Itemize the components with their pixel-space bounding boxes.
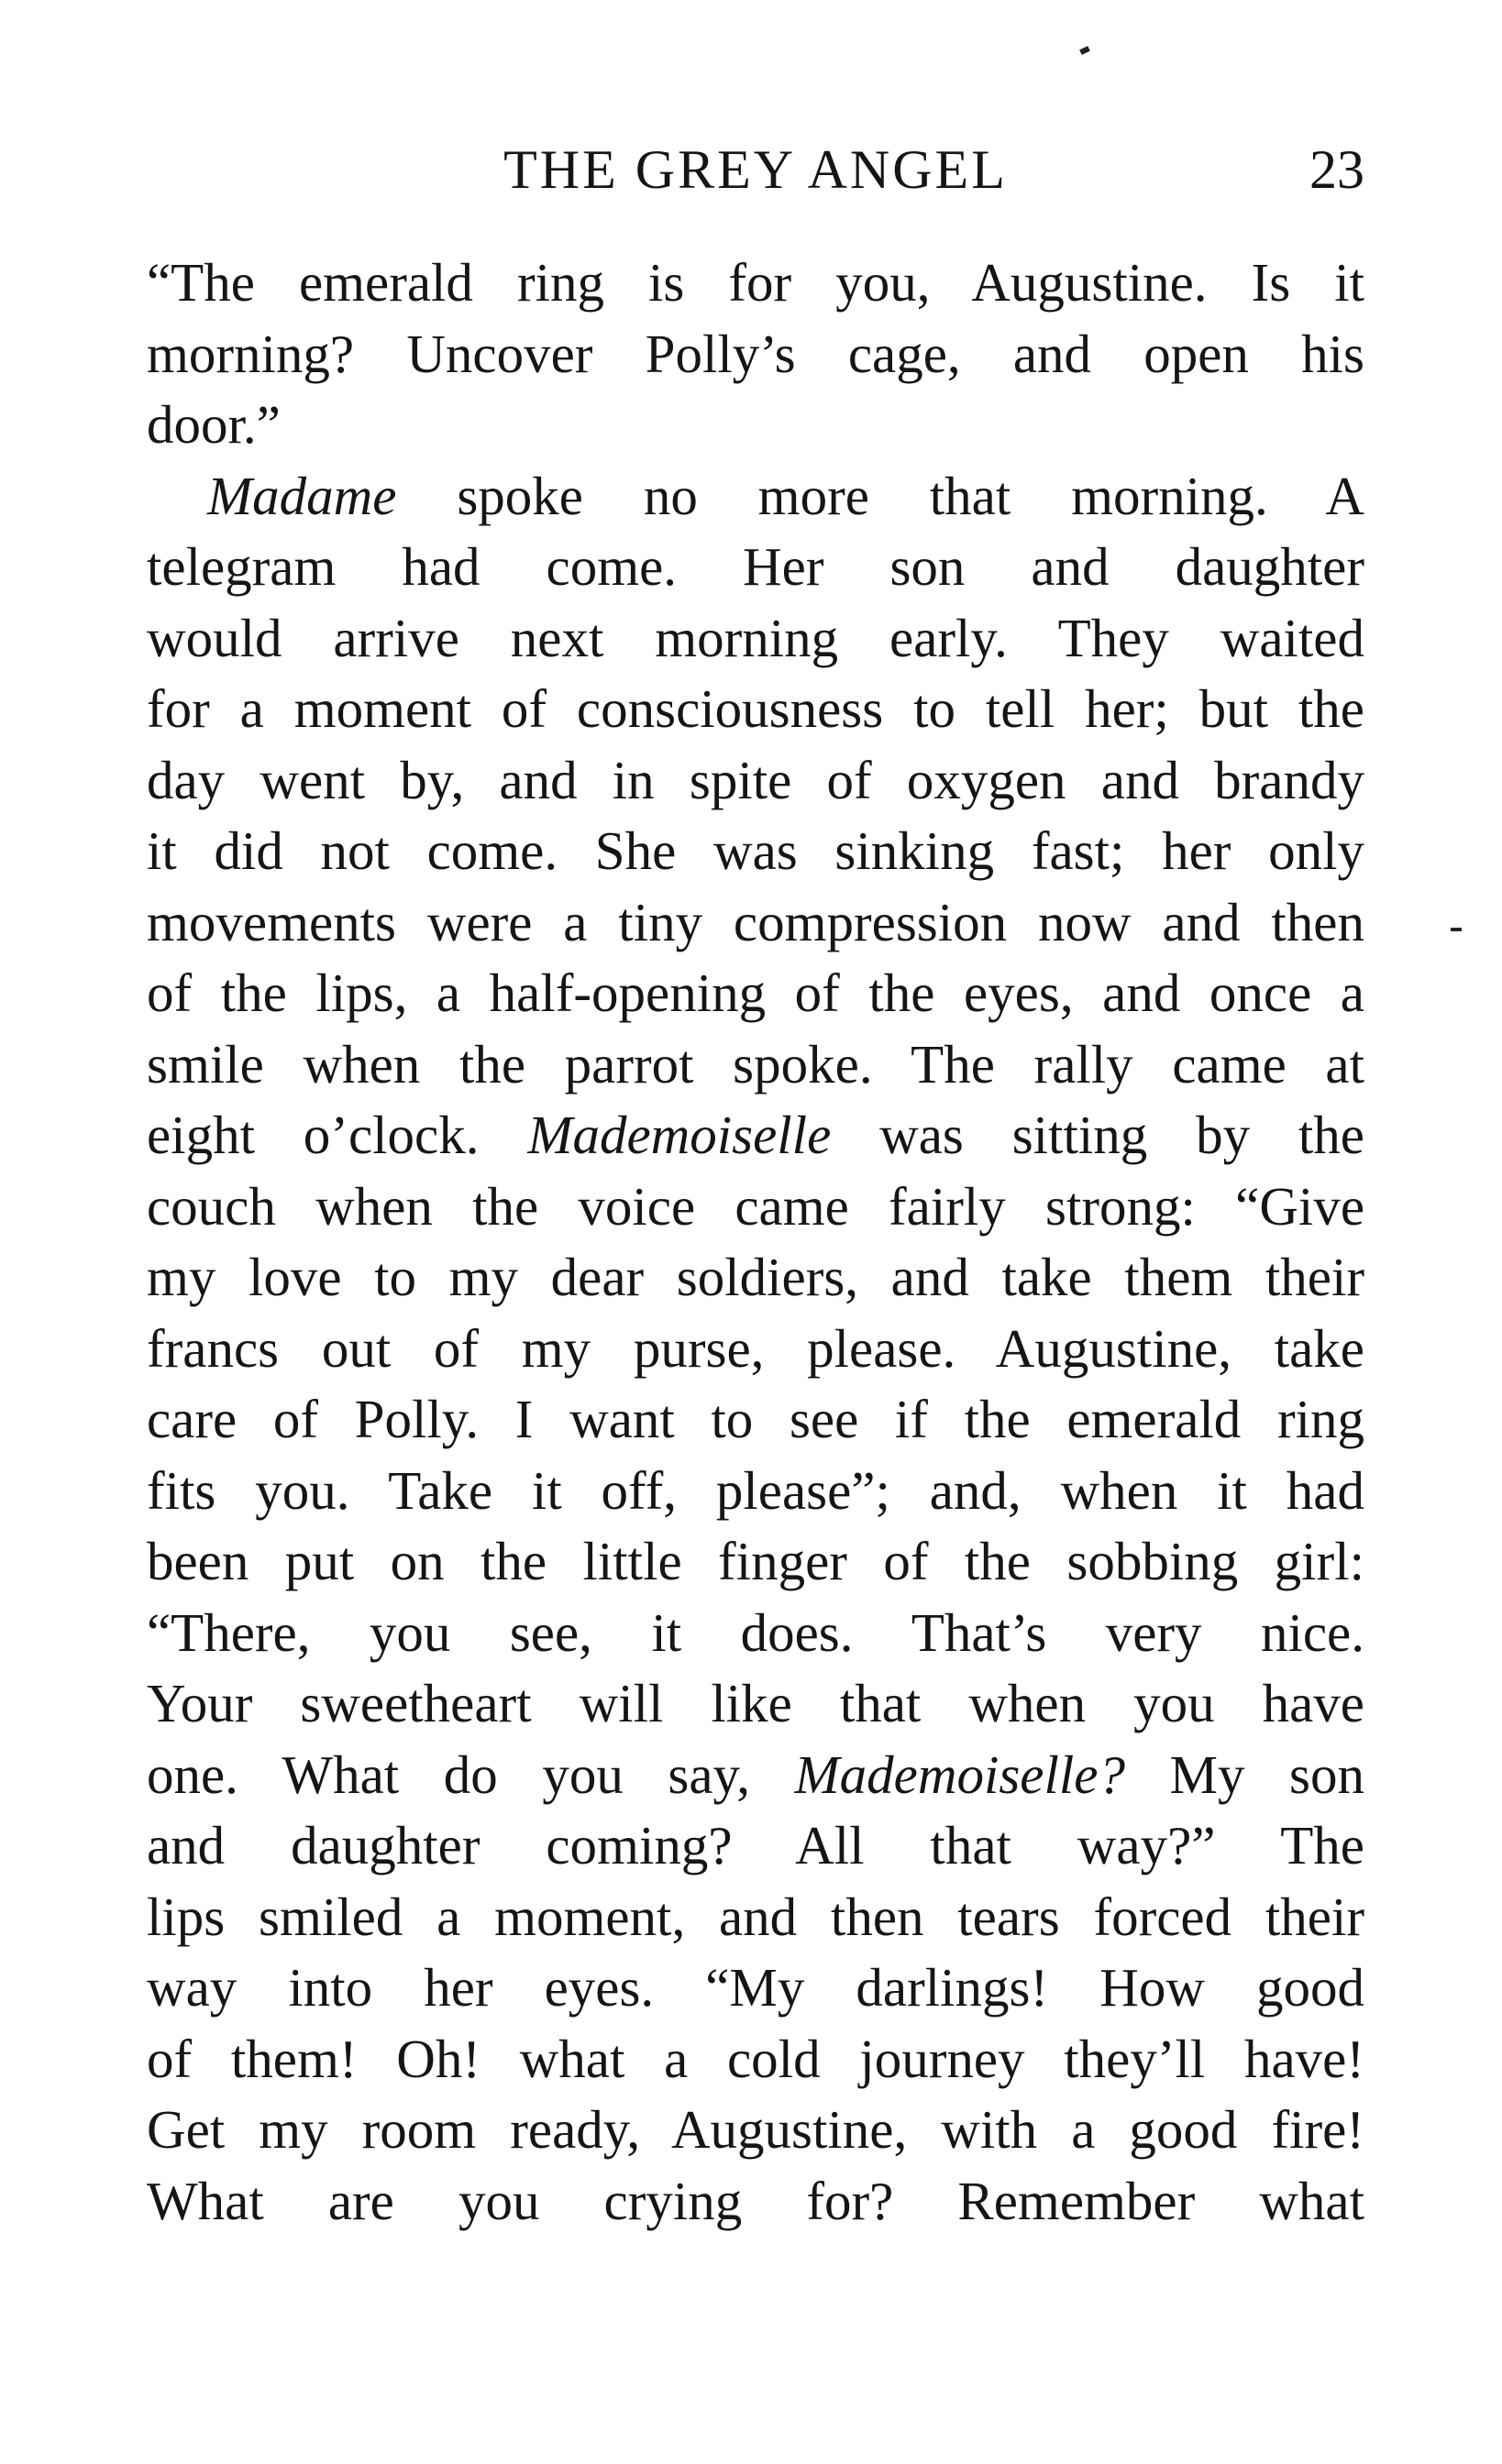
text-line: “The emerald ring is for you, Augustine. Is it	[147, 252, 1364, 313]
text-line: morning? Uncover Polly’s cage, and open his	[147, 323, 1364, 384]
text-line: would arrive next morning early. They waited	[147, 607, 1364, 668]
text-line: of them! Oh! what a cold journey they’ll have!	[147, 2028, 1364, 2089]
running-head	[147, 128, 1364, 211]
text-line: francs out of my purse, please. Augustine, take	[147, 1317, 1364, 1379]
text-line: my love to my dear soldiers, and take them their	[147, 1247, 1364, 1307]
italic-text: Mademoiselle	[527, 1105, 832, 1165]
text-line: Madame spoke no more that morning. A	[207, 465, 1364, 526]
text-line: been put on the little finger of the sobbing girl:	[147, 1531, 1364, 1591]
running-head-title: THE GREY ANGEL	[503, 139, 1008, 200]
text-line: it did not come. She was sinking fast; her only	[147, 820, 1364, 881]
page-number: 23	[1309, 139, 1364, 200]
text-line: and daughter coming? All that way?” The	[147, 1815, 1364, 1876]
text-line: eight o’clock. Mademoiselle was sitting by the	[147, 1105, 1364, 1165]
text-line: one. What do you say, Mademoiselle? My son	[147, 1744, 1364, 1805]
text-line: day went by, and in spite of oxygen and brandy	[147, 749, 1364, 810]
text-line: movements were a tiny compression now and then	[147, 891, 1364, 952]
text-line: What are you crying for? Remember what	[147, 2170, 1364, 2231]
italic-text: Madame	[207, 465, 397, 526]
text-line: couch when the voice came fairly strong: “Give	[147, 1175, 1364, 1237]
text-line: of the lips, a half-opening of the eyes, and once a	[147, 962, 1364, 1023]
text-line: for a moment of consciousness to tell her; but the	[147, 678, 1364, 739]
margin-mark	[1451, 928, 1462, 931]
text-line: “There, you see, it does. That’s very nice.	[147, 1601, 1364, 1663]
text-line: Get my room ready, Augustine, with a good fire!	[147, 2099, 1364, 2160]
text-line: fits you. Take it off, please”; and, when it had	[147, 1459, 1364, 1521]
text-line: door.”	[147, 394, 281, 455]
body-text	[147, 248, 1364, 2237]
text-line: way into her eyes. “My darlings! How good	[147, 1957, 1364, 2018]
text-line: smile when the parrot spoke. The rally came at	[147, 1033, 1364, 1094]
italic-text: Mademoiselle?	[794, 1744, 1125, 1805]
text-line: care of Polly. I want to see if the emerald ring	[147, 1389, 1364, 1449]
text-line: lips smiled a moment, and then tears forced their	[147, 1886, 1364, 1947]
text-line: telegram had come. Her son and daughter	[147, 536, 1364, 597]
ink-speck	[1079, 46, 1090, 55]
text-line: Your sweetheart will like that when you have	[147, 1673, 1364, 1733]
